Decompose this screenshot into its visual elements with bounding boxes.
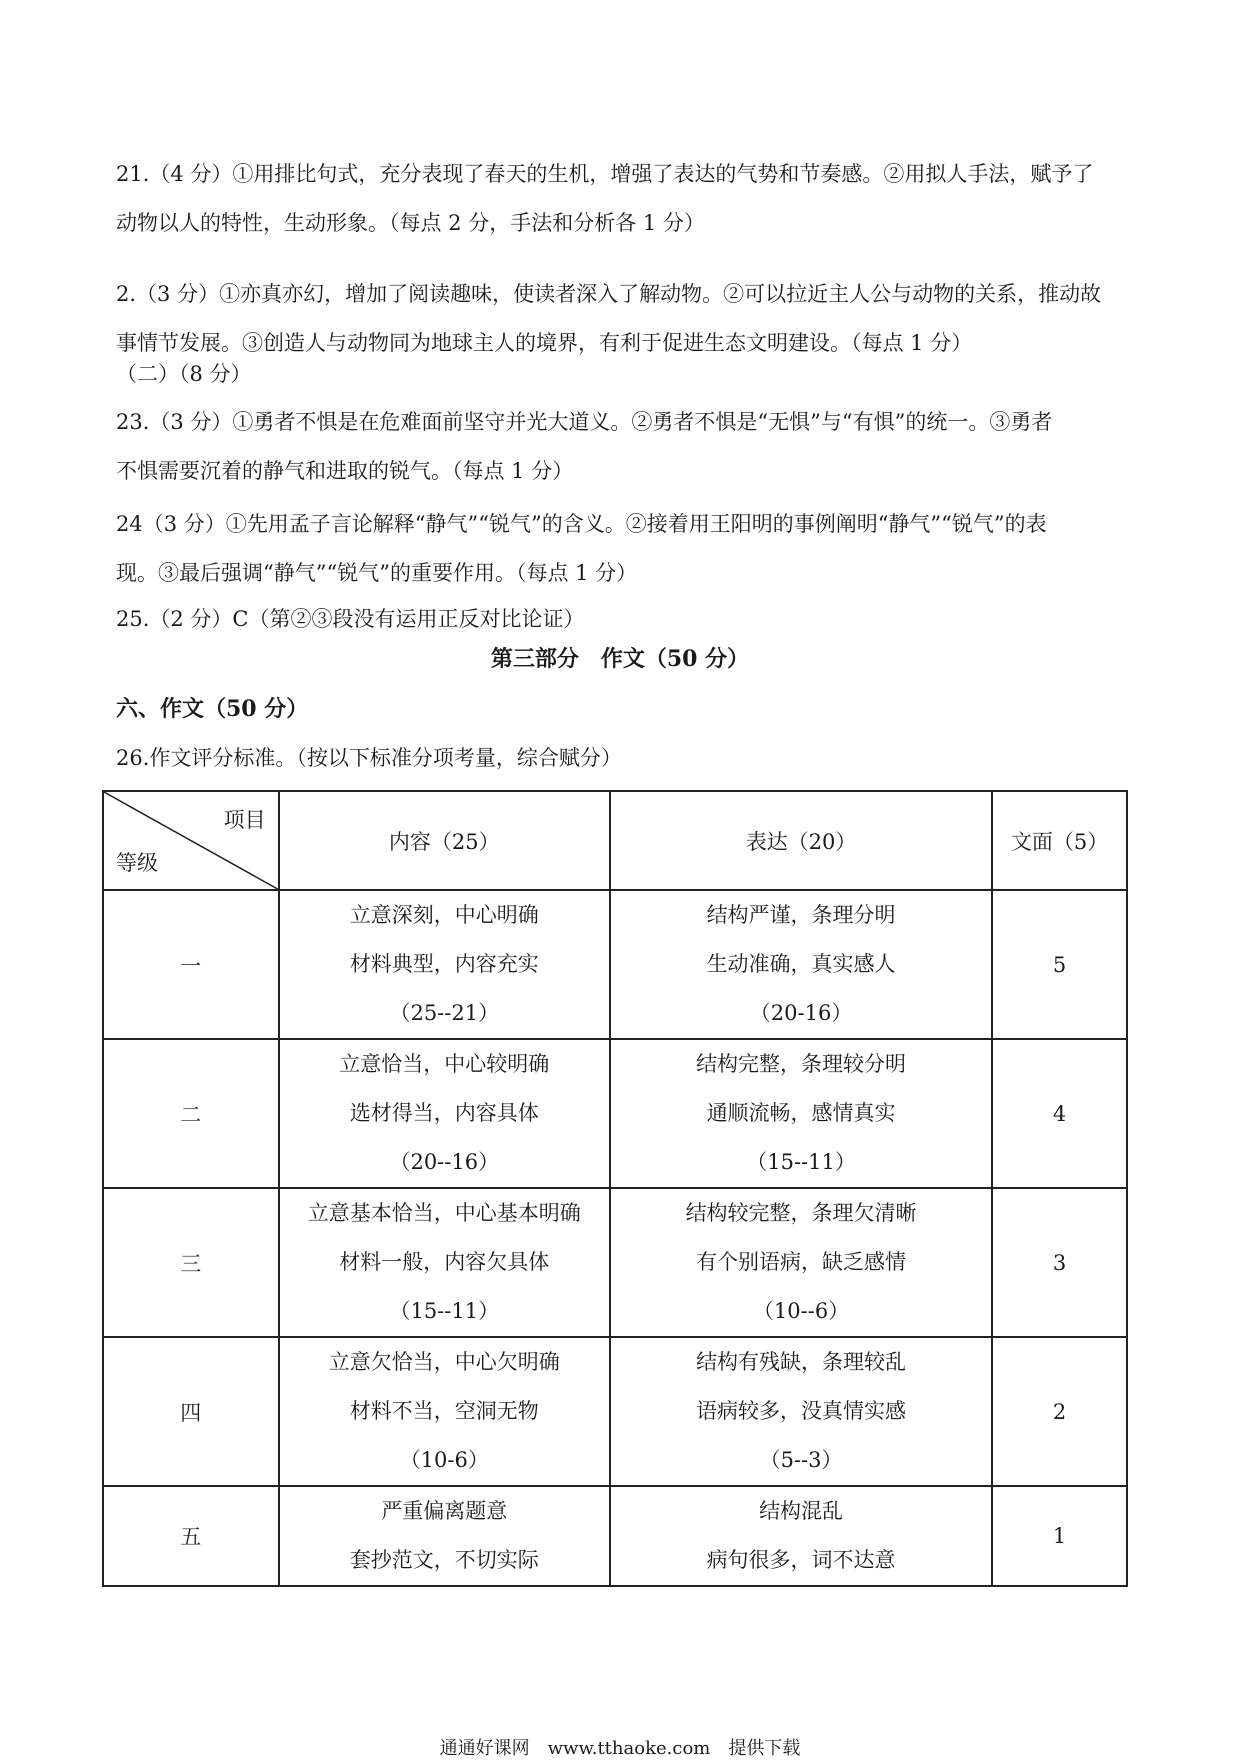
answer-21	[116, 150, 1126, 248]
expression-cell	[610, 1039, 992, 1188]
expression-line: 结构完整，条理较分明	[696, 1052, 907, 1076]
part-3-title: 第三部分 作文（50 分）	[490, 646, 750, 672]
header-expression: 表达（20）	[610, 791, 992, 890]
corner-label-grade: 等级	[116, 851, 158, 875]
expression-cell	[610, 890, 992, 1039]
surface-score-cell: 2	[992, 1337, 1127, 1486]
answer-25: 25.（2 分）C（第②③段没有运用正反对比论证）	[116, 607, 585, 631]
content-cell	[279, 1039, 610, 1188]
expression-cell	[610, 1486, 992, 1586]
expression-score-range: （20-16）	[749, 1001, 853, 1025]
answer-24-line-2: 现。③最后强调“静气”“锐气”的重要作用。（每点 1 分）	[116, 561, 638, 585]
expression-score-range: （10--6）	[752, 1299, 850, 1323]
expression-score-range: （5--3）	[759, 1448, 843, 1472]
corner-label-item: 项目	[223, 808, 266, 832]
rubric-row	[103, 1039, 1127, 1188]
expression-cell	[610, 1337, 992, 1486]
content-cell	[279, 1188, 610, 1337]
content-line: 立意欠恰当，中心欠明确	[328, 1350, 560, 1374]
content-line: 严重偏离题意	[381, 1499, 508, 1523]
expression-line: 生动准确，真实感人	[706, 952, 896, 976]
expression-line: 语病较多，没真情实感	[696, 1399, 907, 1423]
answer-22-line-1: 2.（3 分）①亦真亦幻，增加了阅读趣味，使读者深入了解动物。②可以拉近主人公与动物的关系，推动故	[116, 282, 1102, 306]
rubric-row	[103, 1337, 1127, 1486]
grade-cell: 三	[103, 1188, 279, 1337]
expression-line: 结构严谨，条理分明	[706, 903, 896, 927]
expression-cell	[610, 1188, 992, 1337]
answer-21-line-2: 动物以人的特性，生动形象。（每点 2 分，手法和分析各 1 分）	[116, 211, 705, 235]
section-2-heading: （二）（8 分）	[116, 362, 252, 386]
expression-line: 通顺流畅，感情真实	[706, 1101, 896, 1125]
answer-22-line-2: 事情节发展。③创造人与动物同为地球主人的境界，有利于促进生态文明建设。（每点 1 分）	[116, 331, 973, 355]
surface-score-cell: 3	[992, 1188, 1127, 1337]
expression-line: 结构有残缺，条理较乱	[696, 1350, 907, 1374]
header-content: 内容（25）	[279, 791, 610, 890]
content-line: 材料典型，内容充实	[349, 952, 539, 976]
rubric-corner-cell	[103, 791, 279, 890]
question-26-intro: 26.作文评分标准。（按以下标准分项考量，综合赋分）	[116, 746, 622, 770]
grade-cell: 一	[103, 890, 279, 1039]
content-cell	[279, 1337, 610, 1486]
content-line: 选材得当，内容具体	[349, 1101, 539, 1125]
answer-24	[116, 500, 1126, 598]
expression-line: 有个别语病，缺乏感情	[696, 1250, 907, 1274]
content-score-range: （15--11）	[389, 1299, 500, 1323]
surface-score-cell: 5	[992, 890, 1127, 1039]
answer-24-line-1: 24（3 分）①先用孟子言论解释“静气”“锐气”的含义。②接着用王阳明的事例阐明“静气”“锐气”的表	[116, 512, 1047, 536]
grade-cell: 二	[103, 1039, 279, 1188]
expression-line: 结构较完整，条理欠清晰	[685, 1201, 917, 1225]
grade-cell: 五	[103, 1486, 279, 1586]
content-line: 材料一般，内容欠具体	[339, 1250, 550, 1274]
essay-rubric-table	[102, 790, 1128, 1587]
content-cell	[279, 1486, 610, 1586]
content-score-range: （10-6）	[399, 1448, 489, 1472]
grade-cell: 四	[103, 1337, 279, 1486]
expression-line: 病句很多，词不达意	[706, 1548, 896, 1572]
expression-line: 结构混乱	[759, 1499, 844, 1523]
expression-score-range: （15--11）	[746, 1150, 856, 1174]
page-footer: 通通好课网 www.tthaoke.com 提供下载	[439, 1738, 801, 1759]
rubric-row	[103, 890, 1127, 1039]
content-line: 套抄范文，不切实际	[349, 1548, 539, 1572]
surface-score-cell: 4	[992, 1039, 1127, 1188]
content-score-range: （20--16）	[389, 1150, 500, 1174]
answer-23-line-2: 不惧需要沉着的静气和进取的锐气。（每点 1 分）	[116, 459, 574, 483]
answer-21-line-1: 21.（4 分）①用排比句式，充分表现了春天的生机，增强了表达的气势和节奏感。②用拟人手法，赋予了	[116, 162, 1094, 186]
rubric-row	[103, 1486, 1127, 1586]
content-line: 材料不当，空洞无物	[349, 1399, 539, 1423]
answer-23-line-1: 23.（3 分）①勇者不惧是在危难面前坚守并光大道义。②勇者不惧是“无惧”与“有惧”的统一。③勇者	[116, 410, 1053, 434]
content-cell	[279, 890, 610, 1039]
header-surface: 文面（5）	[992, 791, 1127, 890]
rubric-header-row	[103, 791, 1127, 890]
content-line: 立意深刻，中心明确	[349, 903, 539, 927]
content-line: 立意恰当，中心较明确	[339, 1052, 550, 1076]
rubric-row	[103, 1188, 1127, 1337]
content-line: 立意基本恰当，中心基本明确	[307, 1201, 581, 1225]
section-6-title: 六、作文（50 分）	[116, 696, 309, 722]
surface-score-cell: 1	[992, 1486, 1127, 1586]
answer-23	[116, 398, 1126, 496]
content-score-range: （25--21）	[389, 1001, 500, 1025]
